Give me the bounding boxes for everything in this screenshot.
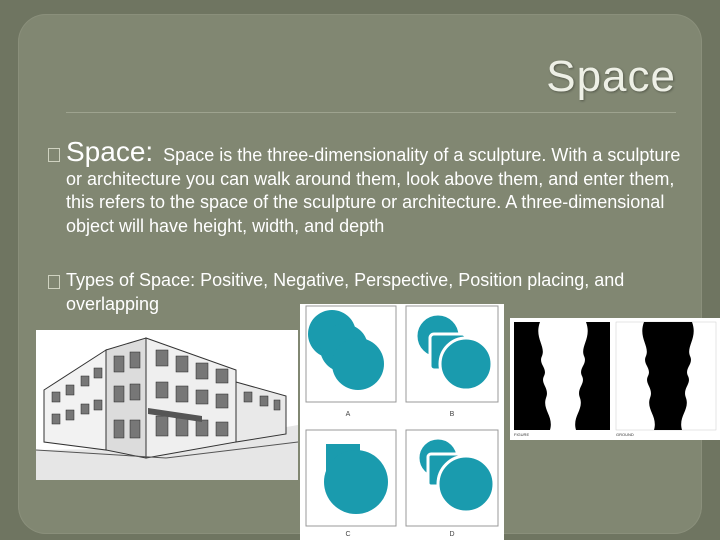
bullet-marker-icon [48,148,60,162]
bullet-text: Space is the three-dimensionality of a sculpture. With a sculpture or architecture you can walk around them, look above them, and enter them, this refers to the space of the sculpture or architecture. A three-dimensional object will have height, width, and depth [66,145,681,236]
perspective-building-image [36,330,298,480]
bullet-marker-icon [48,275,60,289]
panel-label-d: D [449,531,455,538]
bullet-lead: Space: [66,136,154,167]
panel-label-c: C [345,531,351,538]
bullet-paragraph-1 [66,136,696,238]
rubin-vase-figure [510,318,720,440]
overlapping-circles-figure [300,304,504,540]
slide-title: Space [546,52,676,101]
panel-label-b: B [449,411,455,418]
vase-caption-figure: FIGURE [514,432,530,437]
bullet-paragraph-2: Types of Space: Positive, Negative, Perspective, Position placing, and overlapping [66,270,625,314]
title-divider [66,112,676,113]
panel-label-a: A [345,411,351,418]
vase-caption-ground: GROUND [616,432,634,437]
